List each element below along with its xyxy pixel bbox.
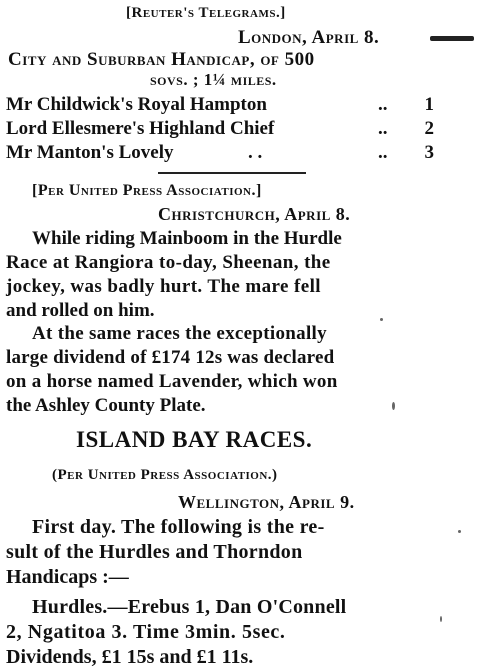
paragraph-line: the Ashley County Plate. — [6, 395, 206, 416]
paragraph-line: on a horse named Lavender, which won — [6, 371, 338, 392]
paragraph-line: large dividend of £174 12s was declared — [6, 347, 335, 368]
paragraph-line: First day. The following is the re- — [32, 516, 325, 538]
result-name: Mr Manton's Lovely — [6, 142, 174, 163]
reuter-header: [Reuter's Telegrams.] — [126, 5, 286, 21]
paragraph-line: sult of the Hurdles and Thorndon — [6, 541, 303, 563]
paragraph-line: Dividends, £1 15s and £1 11s. — [6, 646, 254, 668]
paragraph-line: 2, Ngatitoa 3. Time 3min. 5sec. — [6, 621, 286, 643]
result-row-2 — [6, 119, 434, 138]
ink-speck — [380, 318, 383, 321]
result-dots: .. — [378, 94, 388, 115]
reuter-race-title-1: City and Suburban Handicap, of 500 — [8, 49, 315, 70]
paragraph-line: jockey, was badly hurt. The mare fell — [6, 276, 321, 297]
section-divider — [158, 172, 306, 174]
result-name: Lord Ellesmere's Highland Chief — [6, 118, 275, 139]
ink-speck — [392, 402, 395, 410]
result-dots: .. — [378, 118, 388, 139]
paragraph-line: At the same races the exceptionally — [32, 323, 327, 344]
paragraph-line: While riding Mainboom in the Hurdle — [32, 228, 342, 249]
result-row-1 — [6, 95, 434, 114]
press-header: [Per United Press Association.] — [32, 182, 262, 199]
result-name: Mr Childwick's Royal Hampton — [6, 94, 267, 115]
result-dots: . . — [248, 142, 263, 163]
paragraph-line: Hurdles.—Erebus 1, Dan O'Connell — [32, 596, 347, 618]
press-dateline: Christchurch, April 8. — [158, 204, 351, 224]
result-place: 3 — [424, 142, 434, 163]
result-row-3 — [6, 143, 434, 162]
island-dateline: Wellington, April 9. — [178, 492, 355, 512]
reuter-dateline: London, April 8. — [238, 27, 380, 48]
result-place: 1 — [424, 94, 434, 115]
paragraph-line: Handicaps :— — [6, 566, 129, 588]
paragraph-line: and rolled on him. — [6, 300, 155, 321]
reuter-race-title-2: sovs. ; 1¼ miles. — [150, 70, 277, 89]
paragraph-line: Race at Rangiora to-day, Sheenan, the — [6, 252, 331, 273]
result-dots: .. — [378, 142, 388, 163]
ink-smudge — [430, 36, 474, 41]
ink-speck — [440, 616, 442, 622]
ink-speck — [458, 530, 461, 533]
result-place: 2 — [424, 118, 434, 139]
island-press-header: (Per United Press Association.) — [52, 467, 278, 483]
island-headline: ISLAND BAY RACES. — [76, 427, 313, 452]
